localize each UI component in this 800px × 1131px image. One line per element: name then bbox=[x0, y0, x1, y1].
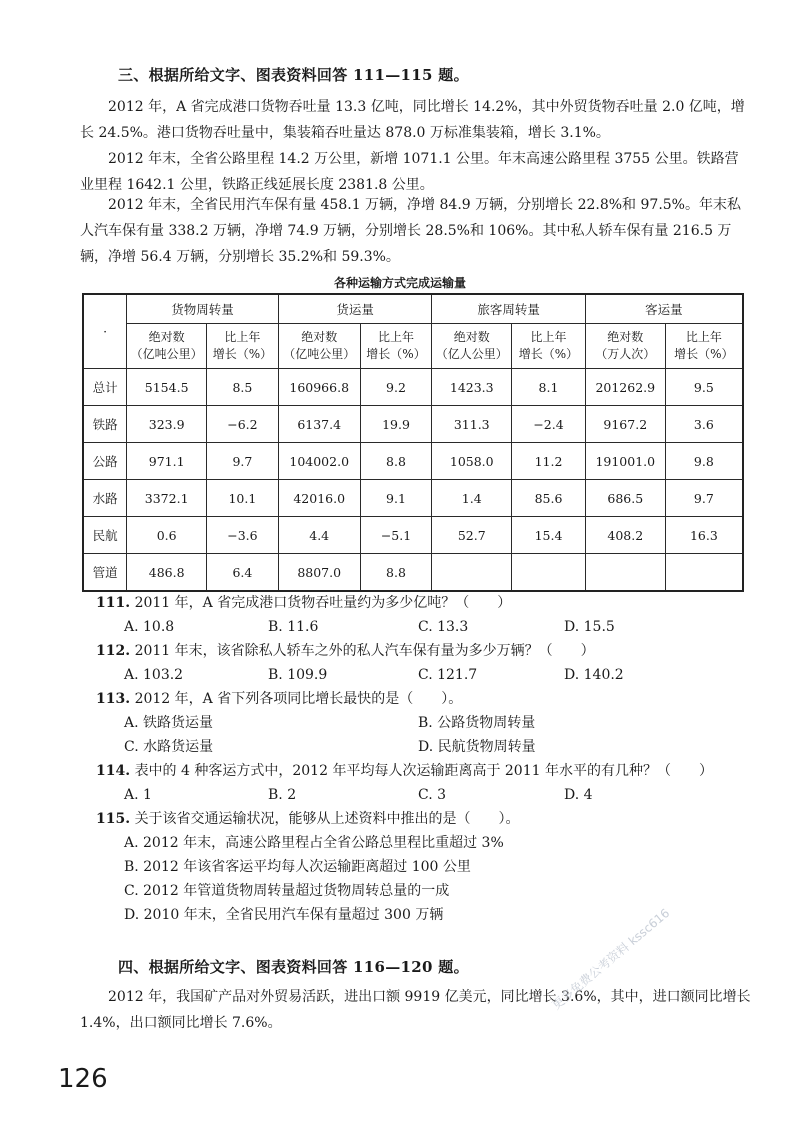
table-cell: 6137.4 bbox=[278, 406, 360, 443]
option-a[interactable]: A. 10.8 bbox=[124, 619, 175, 635]
table-cell: 85.6 bbox=[512, 480, 586, 517]
table-subheader-row bbox=[83, 324, 743, 369]
option-b[interactable]: B. 公路货物周转量 bbox=[418, 715, 536, 731]
table-cell: 971.1 bbox=[127, 443, 207, 480]
question-number: 115. bbox=[96, 811, 131, 827]
section4-title: 四、根据所给文字、图表资料回答 116—120 题。 bbox=[118, 958, 469, 976]
table-cell: 323.9 bbox=[127, 406, 207, 443]
table-cell: −5.1 bbox=[360, 517, 432, 554]
question-112 bbox=[96, 640, 595, 662]
table-cell: 9.5 bbox=[665, 369, 743, 406]
table-cell: 3.6 bbox=[665, 406, 743, 443]
option-a[interactable]: A. 铁路货运量 bbox=[124, 715, 214, 731]
table-cell: 5154.5 bbox=[127, 369, 207, 406]
table-cell: 15.4 bbox=[512, 517, 586, 554]
table-cell: 160966.8 bbox=[278, 369, 360, 406]
group-header: 货运量 bbox=[278, 294, 432, 324]
table-cell bbox=[512, 554, 586, 592]
subheader-cell: 绝对数 （亿人公里） bbox=[432, 324, 512, 369]
table-cell: 19.9 bbox=[360, 406, 432, 443]
table-row bbox=[83, 480, 743, 517]
table-cell: 1423.3 bbox=[432, 369, 512, 406]
subheader-cell: 比上年 增长（%） bbox=[207, 324, 279, 369]
table-cell: 9167.2 bbox=[585, 406, 665, 443]
question-115 bbox=[96, 808, 520, 830]
page-number: 126 bbox=[58, 1064, 108, 1094]
question-number: 113. bbox=[96, 691, 131, 707]
table-cell bbox=[432, 554, 512, 592]
table-cell: 52.7 bbox=[432, 517, 512, 554]
table-row bbox=[83, 554, 743, 592]
row-label: 水路 bbox=[83, 480, 127, 517]
table-cell: 311.3 bbox=[432, 406, 512, 443]
table-row bbox=[83, 443, 743, 480]
question-text: 关于该省交通运输状况，能够从上述资料中推出的是（ ）。 bbox=[134, 811, 520, 827]
subheader-cell: 绝对数 （万人次） bbox=[585, 324, 665, 369]
table-cell: 8.1 bbox=[512, 369, 586, 406]
option-c[interactable]: C. 2012 年管道货物周转量超过货物周转总量的一成 bbox=[124, 883, 450, 899]
table-cell: 11.2 bbox=[512, 443, 586, 480]
table-cell: 9.7 bbox=[665, 480, 743, 517]
option-d[interactable]: D. 15.5 bbox=[564, 619, 615, 635]
table-cell: 9.2 bbox=[360, 369, 432, 406]
table-row bbox=[83, 369, 743, 406]
table-cell: 9.8 bbox=[665, 443, 743, 480]
row-label: 铁路 bbox=[83, 406, 127, 443]
question-number: 112. bbox=[96, 643, 131, 659]
table-cell: 10.1 bbox=[207, 480, 279, 517]
table-cell: 201262.9 bbox=[585, 369, 665, 406]
table-cell: 42016.0 bbox=[278, 480, 360, 517]
option-d[interactable]: D. 4 bbox=[564, 787, 593, 803]
table-cell: 4.4 bbox=[278, 517, 360, 554]
question-number: 111. bbox=[96, 595, 131, 611]
table-row bbox=[83, 406, 743, 443]
question-text: 2012 年，A 省下列各项同比增长最快的是（ ）。 bbox=[134, 691, 463, 707]
section3-paragraph-2: 2012 年末，全省公路里程 14.2 万公里，新增 1071.1 公里。年末高速公路里程 3755 公里。铁路营业里程 1642.1 公里，铁路正线延展长度 2381.8 公里。 bbox=[80, 151, 739, 193]
option-c[interactable]: C. 13.3 bbox=[418, 619, 469, 635]
table-cell: 1.4 bbox=[432, 480, 512, 517]
table-cell: 3372.1 bbox=[127, 480, 207, 517]
table-cell: 408.2 bbox=[585, 517, 665, 554]
table-cell: 8.5 bbox=[207, 369, 279, 406]
option-d[interactable]: D. 民航货物周转量 bbox=[418, 739, 536, 755]
table-cell: 16.3 bbox=[665, 517, 743, 554]
table-title: 各种运输方式完成运输量 bbox=[333, 276, 466, 290]
option-a[interactable]: A. 2012 年末，高速公路里程占全省公路总里程比重超过 3% bbox=[124, 835, 504, 851]
group-header: 货物周转量 bbox=[127, 294, 279, 324]
table-cell: 8807.0 bbox=[278, 554, 360, 592]
row-label: 总计 bbox=[83, 369, 127, 406]
option-b[interactable]: B. 109.9 bbox=[268, 667, 328, 683]
table-cell: 686.5 bbox=[585, 480, 665, 517]
table-cell: −2.4 bbox=[512, 406, 586, 443]
option-c[interactable]: C. 水路货运量 bbox=[124, 739, 214, 755]
option-c[interactable]: C. 3 bbox=[418, 787, 447, 803]
table-cell: 0.6 bbox=[127, 517, 207, 554]
row-label: 民航 bbox=[83, 517, 127, 554]
option-b[interactable]: B. 2012 年该省客运平均每人次运输距离超过 100 公里 bbox=[124, 859, 471, 875]
question-text: 表中的 4 种客运方式中，2012 年平均每人次运输距离高于 2011 年水平的有几种？（ ） bbox=[134, 763, 713, 779]
transport-table bbox=[82, 293, 744, 592]
option-c[interactable]: C. 121.7 bbox=[418, 667, 478, 683]
table-cell: 1058.0 bbox=[432, 443, 512, 480]
subheader-cell: 绝对数 （亿吨公里） bbox=[127, 324, 207, 369]
table-cell: −3.6 bbox=[207, 517, 279, 554]
question-text: 2011 年末，该省除私人轿车之外的私人汽车保有量为多少万辆？（ ） bbox=[134, 643, 595, 659]
table-cell: 8.8 bbox=[360, 554, 432, 592]
option-a[interactable]: A. 1 bbox=[124, 787, 152, 803]
subheader-cell: 比上年 增长（%） bbox=[360, 324, 432, 369]
table-cell: 9.1 bbox=[360, 480, 432, 517]
option-d[interactable]: D. 140.2 bbox=[564, 667, 624, 683]
question-114 bbox=[96, 760, 713, 782]
table-corner-cell: · bbox=[83, 294, 127, 369]
subheader-cell: 比上年 增长（%） bbox=[665, 324, 743, 369]
table-cell: 6.4 bbox=[207, 554, 279, 592]
option-b[interactable]: B. 11.6 bbox=[268, 619, 319, 635]
group-header: 客运量 bbox=[585, 294, 743, 324]
table-row bbox=[83, 517, 743, 554]
table-cell: 486.8 bbox=[127, 554, 207, 592]
table-cell: 104002.0 bbox=[278, 443, 360, 480]
option-a[interactable]: A. 103.2 bbox=[124, 667, 184, 683]
section3-title: 三、根据所给文字、图表资料回答 111—115 题。 bbox=[118, 66, 469, 84]
question-text: 2011 年，A 省完成港口货物吞吐量约为多少亿吨？（ ） bbox=[134, 595, 512, 611]
table-cell: 9.7 bbox=[207, 443, 279, 480]
section3-paragraph-1: 2012 年，A 省完成港口货物吞吐量 13.3 亿吨，同比增长 14.2%，其中外贸货物吞吐量 2.0 亿吨，增长 24.5%。港口货物吞吐量中，集装箱吞吐量达 878.0 万标准集装箱，增长 3.1%。 bbox=[80, 99, 745, 141]
table-group-header-row bbox=[83, 294, 743, 324]
table-cell: 8.8 bbox=[360, 443, 432, 480]
table-cell bbox=[585, 554, 665, 592]
option-b[interactable]: B. 2 bbox=[268, 787, 297, 803]
subheader-cell: 绝对数 （亿吨公里） bbox=[278, 324, 360, 369]
table-cell: 191001.0 bbox=[585, 443, 665, 480]
section3-paragraph-3: 2012 年末，全省民用汽车保有量 458.1 万辆，净增 84.9 万辆，分别增长 22.8%和 97.5%。年末私人汽车保有量 338.2 万辆，净增 74.9 万辆，分别增长 28.5%和 106%。其中私人轿车保有量 216.5 万辆，净增 56.4 万辆，分别增长 35.2%和 59.3%。 bbox=[80, 197, 741, 265]
question-113 bbox=[96, 688, 462, 710]
question-111 bbox=[96, 592, 511, 614]
row-label: 公路 bbox=[83, 443, 127, 480]
question-number: 114. bbox=[96, 763, 131, 779]
watermark: 更多免费公考资料 kssc616 bbox=[549, 905, 673, 1013]
group-header: 旅客周转量 bbox=[432, 294, 585, 324]
table-cell bbox=[665, 554, 743, 592]
section4-paragraph-1: 2012 年，我国矿产品对外贸易活跃，进出口额 9919 亿美元，同比增长 3.6%，其中，进口额同比增长 1.4%，出口额同比增长 7.6%。 bbox=[80, 989, 751, 1031]
row-label: 管道 bbox=[83, 554, 127, 592]
subheader-cell: 比上年 增长（%） bbox=[512, 324, 586, 369]
table-cell: −6.2 bbox=[207, 406, 279, 443]
option-d[interactable]: D. 2010 年末，全省民用汽车保有量超过 300 万辆 bbox=[124, 907, 444, 923]
